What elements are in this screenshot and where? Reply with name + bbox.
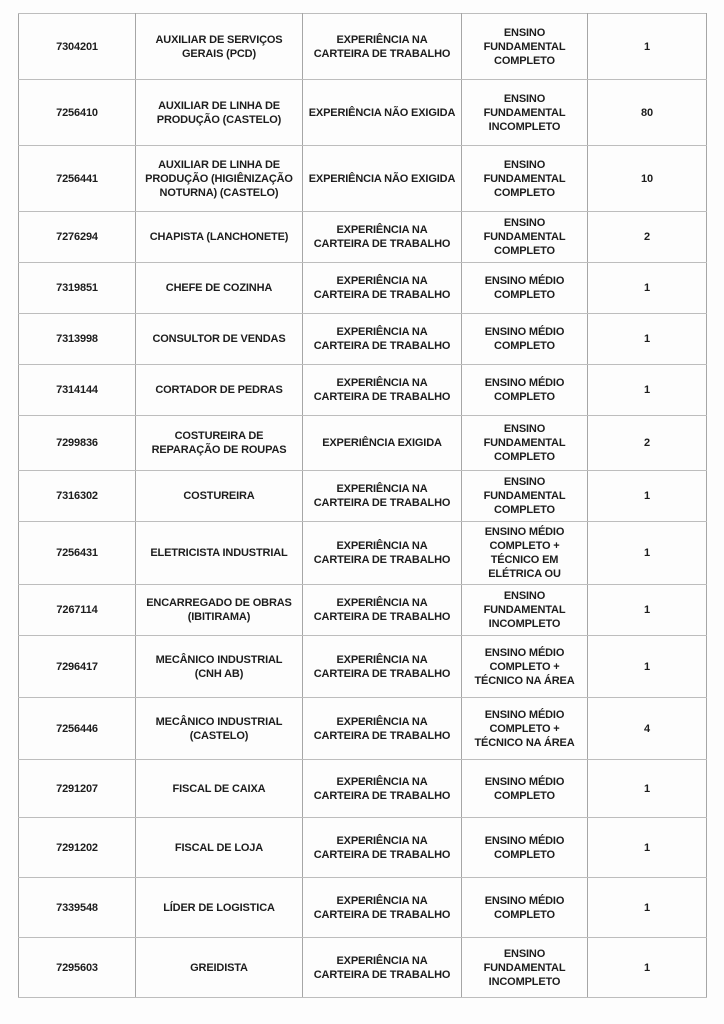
experience-cell: EXPERIÊNCIA EXIGIDA [303, 416, 462, 471]
education-cell: ENSINO MÉDIO COMPLETO + TÉCNICO NA ÁREA [462, 636, 588, 698]
job-title-cell: AUXILIAR DE LINHA DE PRODUÇÃO (CASTELO) [136, 80, 303, 146]
education-cell: ENSINO MÉDIO COMPLETO [462, 818, 588, 878]
experience-cell: EXPERIÊNCIA NA CARTEIRA DE TRABALHO [303, 878, 462, 938]
vacancies-cell: 10 [588, 146, 707, 212]
job-code-cell: 7316302 [19, 471, 136, 522]
table-row [19, 416, 707, 471]
table-row [19, 146, 707, 212]
vacancies-cell: 1 [588, 365, 707, 416]
table-row [19, 80, 707, 146]
job-title-cell: MECÂNICO INDUSTRIAL (CNH AB) [136, 636, 303, 698]
job-code-cell: 7256410 [19, 80, 136, 146]
vacancies-cell: 1 [588, 522, 707, 585]
job-title-cell: AUXILIAR DE SERVIÇOS GERAIS (PCD) [136, 14, 303, 80]
experience-cell: EXPERIÊNCIA NA CARTEIRA DE TRABALHO [303, 636, 462, 698]
vacancies-cell: 1 [588, 878, 707, 938]
job-code-cell: 7314144 [19, 365, 136, 416]
education-cell: ENSINO MÉDIO COMPLETO [462, 365, 588, 416]
table-row [19, 263, 707, 314]
job-title-cell: FISCAL DE LOJA [136, 818, 303, 878]
experience-cell: EXPERIÊNCIA NA CARTEIRA DE TRABALHO [303, 314, 462, 365]
job-code-cell: 7267114 [19, 585, 136, 636]
education-cell: ENSINO MÉDIO COMPLETO [462, 314, 588, 365]
education-cell: ENSINO FUNDAMENTAL INCOMPLETO [462, 585, 588, 636]
jobs-table-body [19, 14, 707, 998]
vacancies-cell: 2 [588, 212, 707, 263]
experience-cell: EXPERIÊNCIA NÃO EXIGIDA [303, 80, 462, 146]
job-title-cell: MECÂNICO INDUSTRIAL (CASTELO) [136, 698, 303, 760]
job-title-cell: ELETRICISTA INDUSTRIAL [136, 522, 303, 585]
experience-cell: EXPERIÊNCIA NA CARTEIRA DE TRABALHO [303, 698, 462, 760]
education-cell: ENSINO FUNDAMENTAL INCOMPLETO [462, 80, 588, 146]
education-cell: ENSINO FUNDAMENTAL COMPLETO [462, 146, 588, 212]
vacancies-cell: 1 [588, 314, 707, 365]
job-vacancies-table [18, 13, 707, 998]
education-cell: ENSINO FUNDAMENTAL INCOMPLETO [462, 938, 588, 998]
education-cell: ENSINO MÉDIO COMPLETO + TÉCNICO NA ÁREA [462, 698, 588, 760]
job-title-cell: FISCAL DE CAIXA [136, 760, 303, 818]
table-row [19, 471, 707, 522]
experience-cell: EXPERIÊNCIA NA CARTEIRA DE TRABALHO [303, 938, 462, 998]
job-code-cell: 7299836 [19, 416, 136, 471]
job-title-cell: LÍDER DE LOGISTICA [136, 878, 303, 938]
experience-cell: EXPERIÊNCIA NA CARTEIRA DE TRABALHO [303, 212, 462, 263]
education-cell: ENSINO MÉDIO COMPLETO [462, 263, 588, 314]
job-code-cell: 7256441 [19, 146, 136, 212]
job-code-cell: 7339548 [19, 878, 136, 938]
experience-cell: EXPERIÊNCIA NA CARTEIRA DE TRABALHO [303, 522, 462, 585]
experience-cell: EXPERIÊNCIA NA CARTEIRA DE TRABALHO [303, 471, 462, 522]
table-row [19, 14, 707, 80]
vacancies-cell: 1 [588, 760, 707, 818]
table-row [19, 585, 707, 636]
job-title-cell: COSTUREIRA DE REPARAÇÃO DE ROUPAS [136, 416, 303, 471]
education-cell: ENSINO MÉDIO COMPLETO [462, 760, 588, 818]
experience-cell: EXPERIÊNCIA NA CARTEIRA DE TRABALHO [303, 263, 462, 314]
job-code-cell: 7256431 [19, 522, 136, 585]
table-row [19, 878, 707, 938]
job-title-cell: CHEFE DE COZINHA [136, 263, 303, 314]
vacancies-cell: 1 [588, 938, 707, 998]
education-cell: ENSINO FUNDAMENTAL COMPLETO [462, 212, 588, 263]
table-row [19, 818, 707, 878]
job-title-cell: AUXILIAR DE LINHA DE PRODUÇÃO (HIGIÊNIZAÇÃO NOTURNA) (CASTELO) [136, 146, 303, 212]
vacancies-cell: 1 [588, 471, 707, 522]
experience-cell: EXPERIÊNCIA NA CARTEIRA DE TRABALHO [303, 818, 462, 878]
education-cell: ENSINO MÉDIO COMPLETO + TÉCNICO EM ELÉTRICA OU [462, 522, 588, 585]
job-code-cell: 7313998 [19, 314, 136, 365]
experience-cell: EXPERIÊNCIA NA CARTEIRA DE TRABALHO [303, 365, 462, 416]
job-title-cell: GREIDISTA [136, 938, 303, 998]
table-row [19, 365, 707, 416]
job-code-cell: 7276294 [19, 212, 136, 263]
table-row [19, 522, 707, 585]
table-row [19, 760, 707, 818]
job-title-cell: CHAPISTA (LANCHONETE) [136, 212, 303, 263]
job-title-cell: COSTUREIRA [136, 471, 303, 522]
education-cell: ENSINO FUNDAMENTAL COMPLETO [462, 471, 588, 522]
table-row [19, 698, 707, 760]
job-code-cell: 7319851 [19, 263, 136, 314]
job-code-cell: 7291202 [19, 818, 136, 878]
vacancies-cell: 4 [588, 698, 707, 760]
vacancies-cell: 1 [588, 636, 707, 698]
experience-cell: EXPERIÊNCIA NA CARTEIRA DE TRABALHO [303, 760, 462, 818]
experience-cell: EXPERIÊNCIA NA CARTEIRA DE TRABALHO [303, 14, 462, 80]
job-title-cell: CORTADOR DE PEDRAS [136, 365, 303, 416]
vacancies-cell: 1 [588, 14, 707, 80]
job-title-cell: ENCARREGADO DE OBRAS (IBITIRAMA) [136, 585, 303, 636]
experience-cell: EXPERIÊNCIA NA CARTEIRA DE TRABALHO [303, 585, 462, 636]
job-code-cell: 7291207 [19, 760, 136, 818]
table-row [19, 938, 707, 998]
education-cell: ENSINO FUNDAMENTAL COMPLETO [462, 416, 588, 471]
vacancies-cell: 1 [588, 585, 707, 636]
vacancies-cell: 80 [588, 80, 707, 146]
table-row [19, 314, 707, 365]
vacancies-cell: 1 [588, 818, 707, 878]
table-row [19, 212, 707, 263]
table-row [19, 636, 707, 698]
job-code-cell: 7304201 [19, 14, 136, 80]
job-code-cell: 7296417 [19, 636, 136, 698]
experience-cell: EXPERIÊNCIA NÃO EXIGIDA [303, 146, 462, 212]
job-code-cell: 7295603 [19, 938, 136, 998]
education-cell: ENSINO MÉDIO COMPLETO [462, 878, 588, 938]
education-cell: ENSINO FUNDAMENTAL COMPLETO [462, 14, 588, 80]
vacancies-cell: 2 [588, 416, 707, 471]
vacancies-cell: 1 [588, 263, 707, 314]
job-title-cell: CONSULTOR DE VENDAS [136, 314, 303, 365]
job-code-cell: 7256446 [19, 698, 136, 760]
